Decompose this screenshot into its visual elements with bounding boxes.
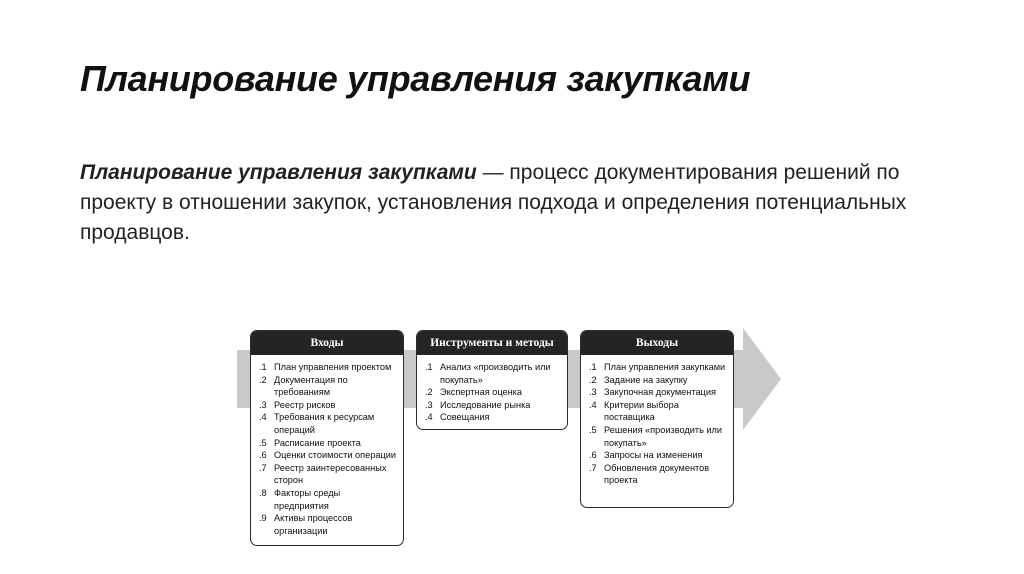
item-number: .6 <box>259 450 267 461</box>
list-item <box>589 449 727 462</box>
item-number: .7 <box>259 462 267 473</box>
item-text: Реестр рисков <box>274 399 336 410</box>
list-item <box>259 374 397 399</box>
item-text: План управления проектом <box>274 362 392 372</box>
item-text: Решения «производить или покупать» <box>604 424 723 448</box>
item-number: .8 <box>259 487 267 498</box>
item-number: .1 <box>589 362 597 372</box>
item-number: .4 <box>259 412 267 423</box>
item-text: Требования к ресурсам операций <box>274 412 375 435</box>
item-text: Реестр заинтересованных сторон <box>274 462 387 486</box>
list-item <box>425 386 561 399</box>
item-number: .7 <box>589 462 597 473</box>
list-item <box>259 437 397 450</box>
definition-text <box>80 158 950 248</box>
list-item <box>425 411 561 424</box>
item-number: .1 <box>259 362 267 372</box>
item-number: .3 <box>259 399 267 410</box>
item-text: Оценки стоимости операции <box>274 450 396 461</box>
item-text: Обновления документов проекта <box>604 462 710 486</box>
item-number: .4 <box>589 399 597 410</box>
item-text: Закупочная документация <box>604 387 716 398</box>
list-item <box>259 449 397 462</box>
item-text: План управления закупками <box>604 362 726 372</box>
item-number: .6 <box>589 450 597 461</box>
item-text: Критерии выбора поставщика <box>604 399 679 423</box>
slide-title: Планирование управления закупками <box>80 58 751 99</box>
list-item <box>259 462 397 487</box>
outputs-header: Выходы <box>581 331 733 355</box>
item-number: .2 <box>589 374 597 385</box>
outputs-box <box>580 330 734 508</box>
list-item <box>259 512 397 537</box>
tools-box <box>416 330 568 430</box>
item-text: Факторы среды предприятия <box>274 487 341 511</box>
inputs-box <box>250 330 404 546</box>
list-item <box>259 487 397 512</box>
item-text: Задание на закупку <box>604 374 688 385</box>
inputs-list <box>251 355 403 543</box>
item-text: Экспертная оценка <box>440 387 523 398</box>
tools-list <box>417 355 567 430</box>
item-text: Запросы на изменения <box>604 450 703 461</box>
list-item <box>425 399 561 412</box>
list-item <box>425 361 561 386</box>
item-text: Совещания <box>440 412 490 423</box>
item-number: .5 <box>589 424 597 435</box>
outputs-list <box>581 355 733 493</box>
list-item <box>259 411 397 436</box>
definition-body: — процесс документирования решений по проекту в отношении закупок, установления подхода и определения потенциальных продавцов. <box>80 161 907 244</box>
list-item <box>589 462 727 487</box>
item-number: .2 <box>259 374 267 385</box>
item-number: .9 <box>259 513 267 524</box>
item-text: Документация по требованиям <box>274 374 348 398</box>
list-item <box>589 361 727 374</box>
item-text: Анализ «производить или покупать» <box>440 362 551 385</box>
list-item <box>589 374 727 387</box>
list-item <box>589 386 727 399</box>
definition-term: Планирование управления закупками <box>80 161 477 184</box>
item-text: Расписание проекта <box>274 437 361 448</box>
inputs-header: Входы <box>251 331 403 355</box>
tools-header: Инструменты и методы <box>417 331 567 355</box>
list-item <box>589 424 727 449</box>
item-number: .5 <box>259 437 267 448</box>
item-number: .4 <box>425 412 433 423</box>
list-item <box>589 399 727 424</box>
item-text: Исследование рынка <box>440 399 531 410</box>
item-number: .3 <box>589 387 597 398</box>
list-item <box>259 399 397 412</box>
item-text: Активы процессов организации <box>274 513 353 536</box>
list-item <box>259 361 397 374</box>
item-number: .2 <box>425 387 433 398</box>
item-number: .1 <box>425 362 433 372</box>
item-number: .3 <box>425 399 433 410</box>
